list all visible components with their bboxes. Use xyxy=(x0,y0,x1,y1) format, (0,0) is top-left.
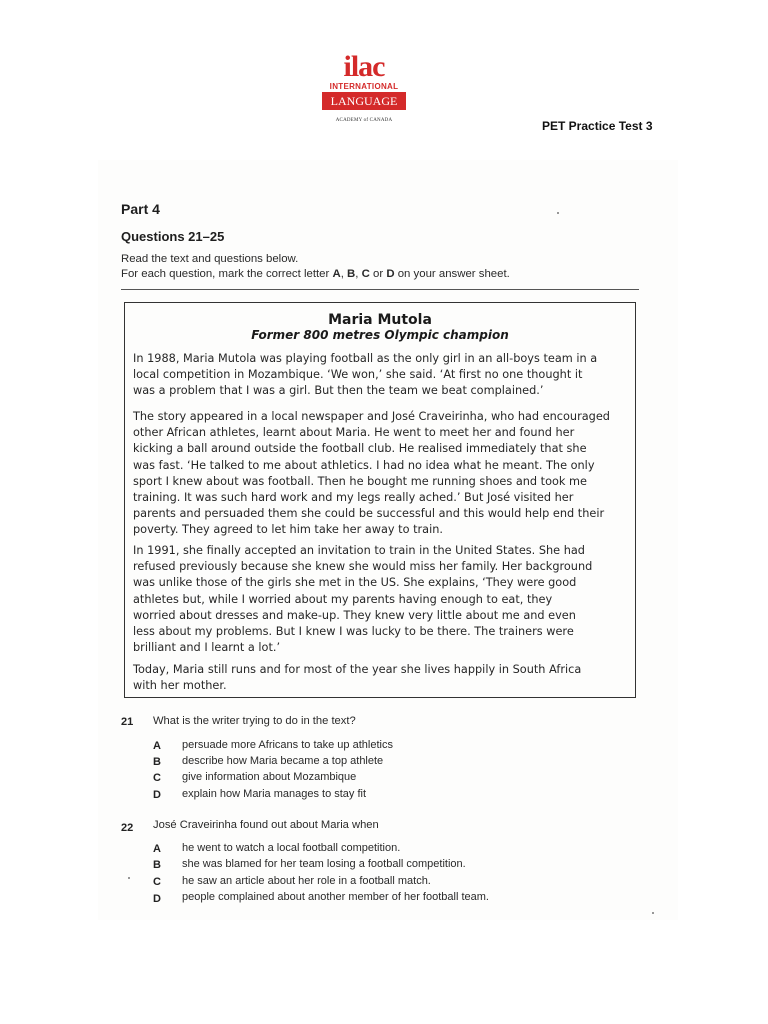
paragraph-line: was a problem that I was a girl. But then the team we beat complained.’ xyxy=(133,384,544,398)
paragraph-line: training. It was such hard work and my legs really ached.’ But José visited her xyxy=(133,491,574,505)
paragraph-line: worried about dresses and make-up. They knew very little about me and even xyxy=(133,608,576,622)
article-subtitle: Former 800 metres Olympic champion xyxy=(251,328,509,342)
scan-speck xyxy=(652,912,654,914)
ilac-logo xyxy=(322,52,406,123)
q22-option-d-letter[interactable]: D xyxy=(153,893,161,905)
paragraph-line: The story appeared in a local newspaper and José Craveirinha, who had encouraged xyxy=(133,410,610,423)
q21-option-d-letter[interactable]: D xyxy=(153,789,161,801)
scan-speck xyxy=(557,212,559,214)
paragraph-line: sport I knew about was football. Then he bought me running shoes and took me xyxy=(133,474,587,488)
questions-heading: Questions 21–25 xyxy=(121,229,225,244)
q21-option-b-text[interactable]: describe how Maria became a top athlete xyxy=(182,755,384,767)
article-title: Maria Mutola xyxy=(328,312,432,328)
paragraph-line: was fast. ‘He talked to me about athletics. I had no idea what he meant. The only xyxy=(133,458,595,472)
article-paragraph-4 xyxy=(133,662,633,694)
paragraph-line: less about my problems. But I knew I was lucky to be there. The trainers were xyxy=(133,625,574,639)
paragraph-line: athletes but, while I worried about my parents having enough to eat, they xyxy=(133,592,553,606)
question-21-number: 21 xyxy=(121,716,134,728)
divider xyxy=(121,289,639,290)
q22-option-c-letter[interactable]: C xyxy=(153,876,161,888)
q21-option-a-text[interactable]: persuade more Africans to take up athletics xyxy=(182,739,393,751)
q22-option-b-letter[interactable]: B xyxy=(153,859,161,871)
q21-option-b-letter[interactable]: B xyxy=(153,756,161,768)
paragraph-line: In 1991, she finally accepted an invitation to train in the United States. She had xyxy=(133,544,585,557)
paragraph-line: In 1988, Maria Mutola was playing football as the only girl in an all-boys team in a xyxy=(133,352,598,365)
article-paragraph-3 xyxy=(133,543,633,656)
logo-academy: ACADEMY of CANADA xyxy=(335,118,393,123)
instruction-line-1: Read the text and questions below. xyxy=(121,253,299,265)
paragraph-line: local competition in Mozambique. ‘We won,’ she said. ‘At first no one thought it xyxy=(133,368,583,382)
q21-option-c-text[interactable]: give information about Mozambique xyxy=(182,771,357,783)
paragraph-line: kicking a ball around outside the football club. He realised immediately that she xyxy=(133,442,587,456)
question-22-number: 22 xyxy=(121,822,134,834)
part-heading: Part 4 xyxy=(121,201,160,217)
instruction-line-2: For each question, mark the correct letter A, B, C or D on your answer sheet. xyxy=(121,268,510,280)
paragraph-line: Today, Maria still runs and for most of the year she lives happily in South Africa xyxy=(133,663,582,676)
paragraph-line: with her mother. xyxy=(133,679,227,693)
paragraph-line: was unlike those of the girls she met in the US. She explains, ‘They were good xyxy=(133,576,577,590)
question-22-text: José Craveirinha found out about Maria when xyxy=(153,819,379,831)
question-21-text: What is the writer trying to do in the text? xyxy=(153,715,356,727)
q21-option-c-letter[interactable]: C xyxy=(153,772,161,784)
q22-option-a-letter[interactable]: A xyxy=(153,843,161,855)
paragraph-line: refused previously because she knew she would miss her family. Her background xyxy=(133,560,593,574)
q22-option-c-text[interactable]: he saw an article about her role in a football match. xyxy=(182,875,431,887)
q22-option-b-text[interactable]: she was blamed for her team losing a football competition. xyxy=(182,858,466,870)
logo-wordmark: ilac xyxy=(343,50,385,83)
q22-option-d-text[interactable]: people complained about another member of her football team. xyxy=(182,891,489,903)
article-paragraph-2 xyxy=(133,409,633,539)
logo-language-band: LANGUAGE xyxy=(322,92,406,110)
q21-option-d-text[interactable]: explain how Maria manages to stay fit xyxy=(182,788,367,800)
scan-speck xyxy=(128,877,130,879)
paragraph-line: brilliant and I learnt a lot.’ xyxy=(133,641,281,655)
q21-option-a-letter[interactable]: A xyxy=(153,740,161,752)
logo-international: INTERNATIONAL xyxy=(329,82,399,91)
article-paragraph-1 xyxy=(133,351,633,400)
test-title: PET Practice Test 3 xyxy=(542,119,653,133)
paragraph-line: parents and persuaded them she could be successful and this would help end their xyxy=(133,507,605,521)
q22-option-a-text[interactable]: he went to watch a local football competition. xyxy=(182,842,401,854)
paragraph-line: poverty. They agreed to let him take her away to train. xyxy=(133,523,443,537)
paragraph-line: other African athletes, learnt about Maria. He went to meet her and found her xyxy=(133,426,575,440)
